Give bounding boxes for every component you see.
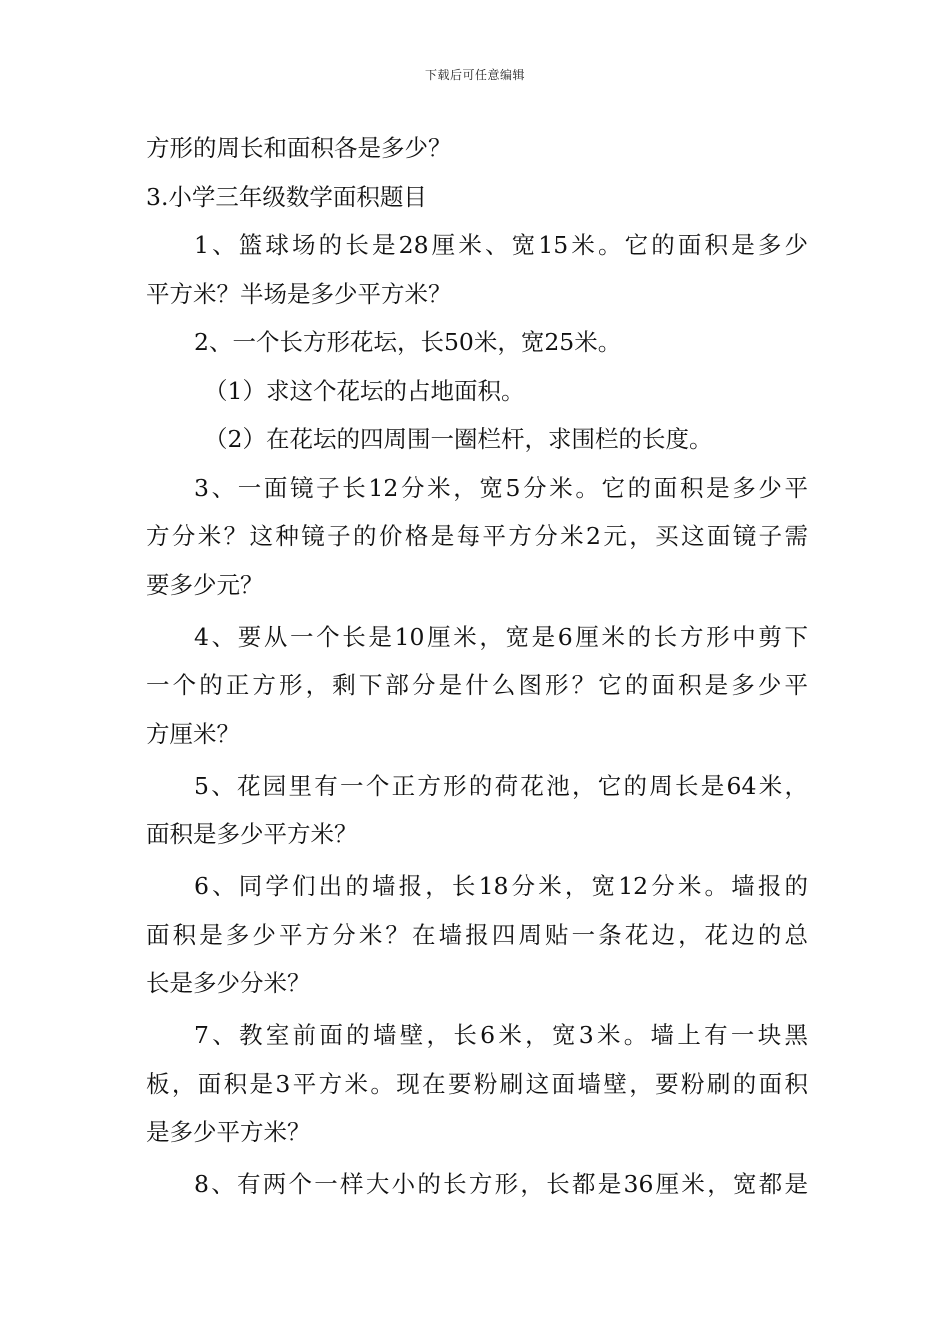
question-3-line-3: 要多少元？ xyxy=(146,570,264,599)
question-5-line-2: 面积是多少平方米？ xyxy=(146,820,358,848)
text-line: 方形的周长和面积各是多少？ xyxy=(146,134,452,162)
question-7-line-1: 7、教室前面的墙壁，长6米，宽3米。墙上有一块黑 xyxy=(194,1021,808,1049)
section-heading: 3.小学三年级数学面积题目 xyxy=(146,182,427,211)
question-1-line-2: 平方米？半场是多少平方米？ xyxy=(146,279,452,308)
document-body xyxy=(146,124,808,1209)
question-6-line-3: 长是多少分米？ xyxy=(146,969,311,997)
question-6-line-2: 面积是多少平方分米？在墙报四周贴一条花边，花边的总 xyxy=(146,920,808,949)
page-header: 下载后可任意编辑 xyxy=(424,68,525,82)
question-3-line-1: 3、一面镜子长12分米，宽5分米。它的面积是多少平 xyxy=(194,473,808,502)
question-7-line-2: 板，面积是3平方米。现在要粉刷这面墙壁，要粉刷的面积 xyxy=(146,1069,808,1098)
question-1-line-1: 1、篮球场的长是28厘米、宽15米。它的面积是多少 xyxy=(194,231,808,259)
question-2-part-2: （2）在花坛的四周围一圈栏杆，求围栏的长度。 xyxy=(204,425,713,453)
question-4-line-3: 方厘米？ xyxy=(146,719,240,748)
question-2-line-1: 2、一个长方形花坛，长50米，宽25米。 xyxy=(194,328,622,356)
question-8-line-1: 8、有两个一样大小的长方形，长都是36厘米，宽都是 xyxy=(194,1170,808,1198)
question-3-line-2: 方分米？这种镜子的价格是每平方分米2元，买这面镜子需 xyxy=(146,522,808,550)
question-4-line-2: 一个的正方形，剩下部分是什么图形？它的面积是多少平 xyxy=(146,671,808,699)
question-6-line-1: 6、同学们出的墙报，长18分米，宽12分米。墙报的 xyxy=(194,872,808,900)
question-2-part-1: （1）求这个花坛的占地面积。 xyxy=(204,376,525,405)
question-4-line-1: 4、要从一个长是10厘米，宽是6厘米的长方形中剪下 xyxy=(194,622,808,651)
question-5-line-1: 5、花园里有一个正方形的荷花池，它的周长是64米， xyxy=(194,771,808,800)
question-7-line-3: 是多少平方米？ xyxy=(146,1118,311,1146)
